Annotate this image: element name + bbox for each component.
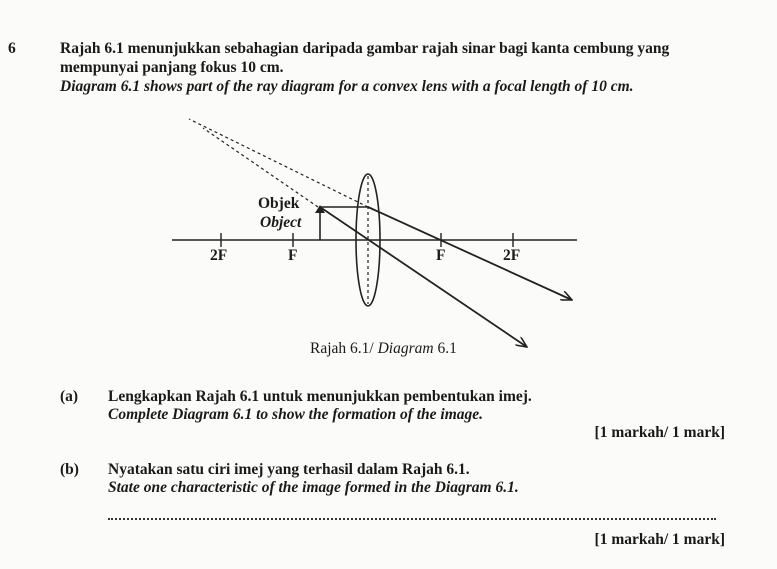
caption-number: 6.1 xyxy=(437,340,457,357)
part-a-label: (a) xyxy=(60,388,79,405)
question-intro-ms-2: mempunyai panjang fokus 10 cm. xyxy=(60,59,284,76)
part-b-marks: [1 markah/ 1 mark] xyxy=(594,531,725,548)
part-a-text-ms: Lengkapkan Rajah 6.1 untuk menunjukkan pembentukan imej. xyxy=(108,388,532,405)
object-label-ms: Objek xyxy=(258,195,300,212)
ray-refracted-through-focus xyxy=(368,207,572,300)
caption-ms: Rajah 6.1/ xyxy=(310,340,374,357)
object-label-en: Object xyxy=(260,214,302,231)
diagram-caption xyxy=(310,340,457,358)
question-number: 6 xyxy=(8,40,16,57)
part-b-text-ms: Nyatakan satu ciri imej yang terhasil dalam Rajah 6.1. xyxy=(108,461,470,478)
tick-label-f-right: F xyxy=(436,247,446,264)
answer-line[interactable] xyxy=(108,518,716,520)
tick-label-2f-right: 2F xyxy=(503,247,521,264)
part-b-text-en: State one characteristic of the image formed in the Diagram 6.1. xyxy=(108,479,519,496)
question-intro-ms: Rajah 6.1 menunjukkan sebahagian daripada gambar rajah sinar bagi kanta cembung yang xyxy=(60,40,670,57)
caption-en: Diagram xyxy=(377,340,434,357)
question-intro-en: Diagram 6.1 shows part of the ray diagram for a convex lens with a focal length of 10 cm. xyxy=(60,78,634,95)
part-b-label: (b) xyxy=(60,461,79,478)
tick-label-2f-left: 2F xyxy=(210,247,228,264)
tick-label-f-left: F xyxy=(288,247,298,264)
dashed-extension-1 xyxy=(189,119,368,207)
part-a-text-en: Complete Diagram 6.1 to show the formation of the image. xyxy=(108,406,484,423)
ray-through-centre xyxy=(320,207,527,347)
part-a-marks: [1 markah/ 1 mark] xyxy=(594,424,725,441)
